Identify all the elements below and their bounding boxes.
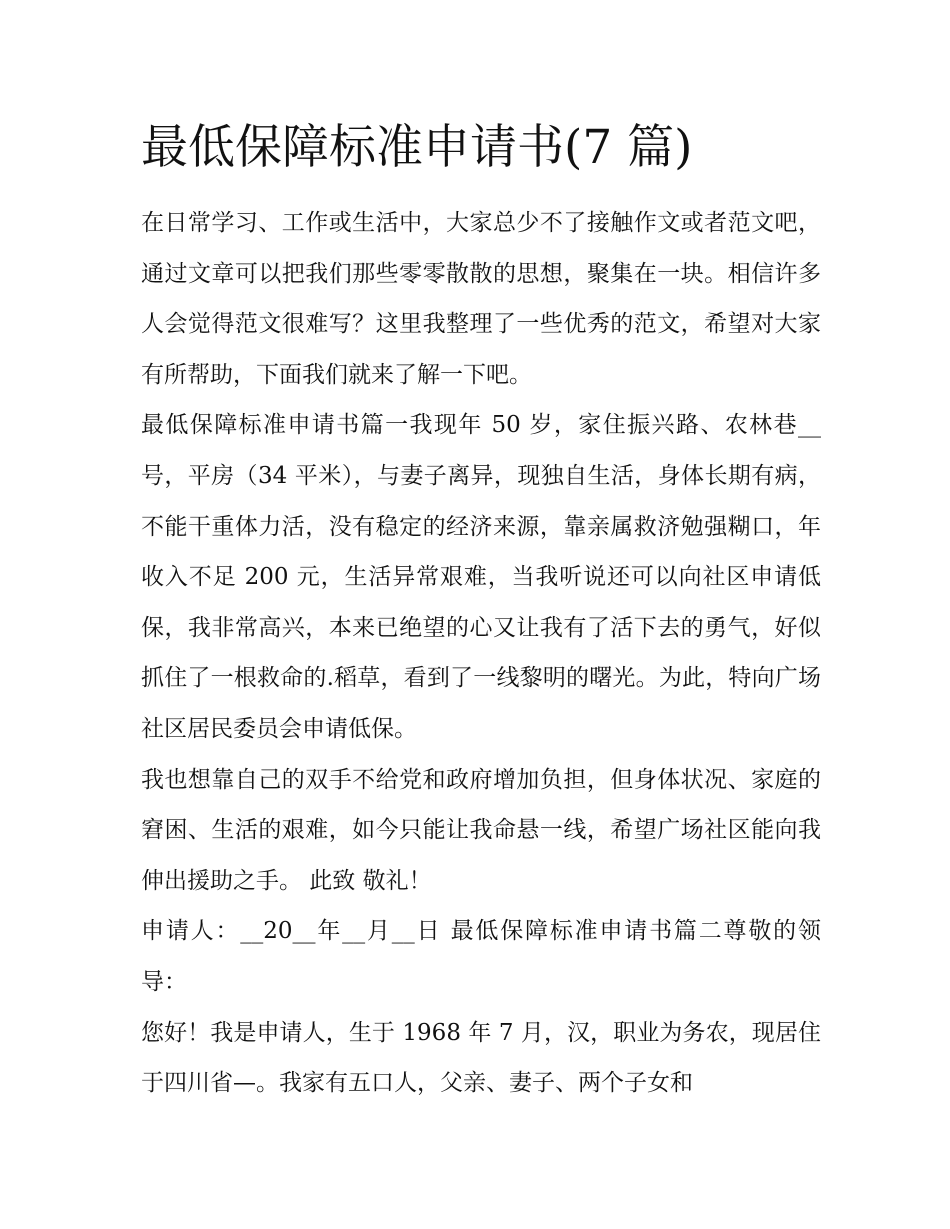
paragraph-application-two: 您好！我是申请人，生于 1968 年 7 月，汉，职业为务农，现居住于四川省—。我家有五口人，父亲、妻子、两个子女和 <box>141 1019 821 1097</box>
document-body <box>141 198 821 1109</box>
paragraph-closing: 我也想靠自己的双手不给党和政府增加负担，但身体状况、家庭的窘困、生活的艰难，如今只能让我命悬一线，希望广场社区能向我伸出援助之手。 此致 敬礼！ <box>141 766 821 894</box>
paragraph-application-one: 最低保障标准申请书篇一我现年 50 岁，家住振兴路、农林巷__号，平房（34 平米），与妻子离异，现独自生活，身体长期有病，不能干重体力活，没有稳定的经济来源，靠亲属救济勉强糊口，年收入不足 200 元，生活异常艰难，当我听说还可以向社区申请低保，我非常高兴，本来已绝望的心又让我有了活下去的勇气，好似抓住了一根救命的.稻草，看到了一线黎明的曙光。为此，特向广场社区居民委员会申请低保。 <box>141 412 821 742</box>
document-page <box>141 112 821 1109</box>
paragraph-signature: 申请人：__20__年__月__日 最低保障标准申请书篇二尊敬的领导： <box>141 918 821 995</box>
document-title: 最低保障标准申请书(7 篇) <box>141 120 693 175</box>
paragraph-intro: 在日常学习、工作或生活中，大家总少不了接触作文或者范文吧，通过文章可以把我们那些零零散散的思想，聚集在一块。相信许多人会觉得范文很难写？这里我整理了一些优秀的范文，希望对大家有所帮助，下面我们就来了解一下吧。 <box>141 210 821 388</box>
